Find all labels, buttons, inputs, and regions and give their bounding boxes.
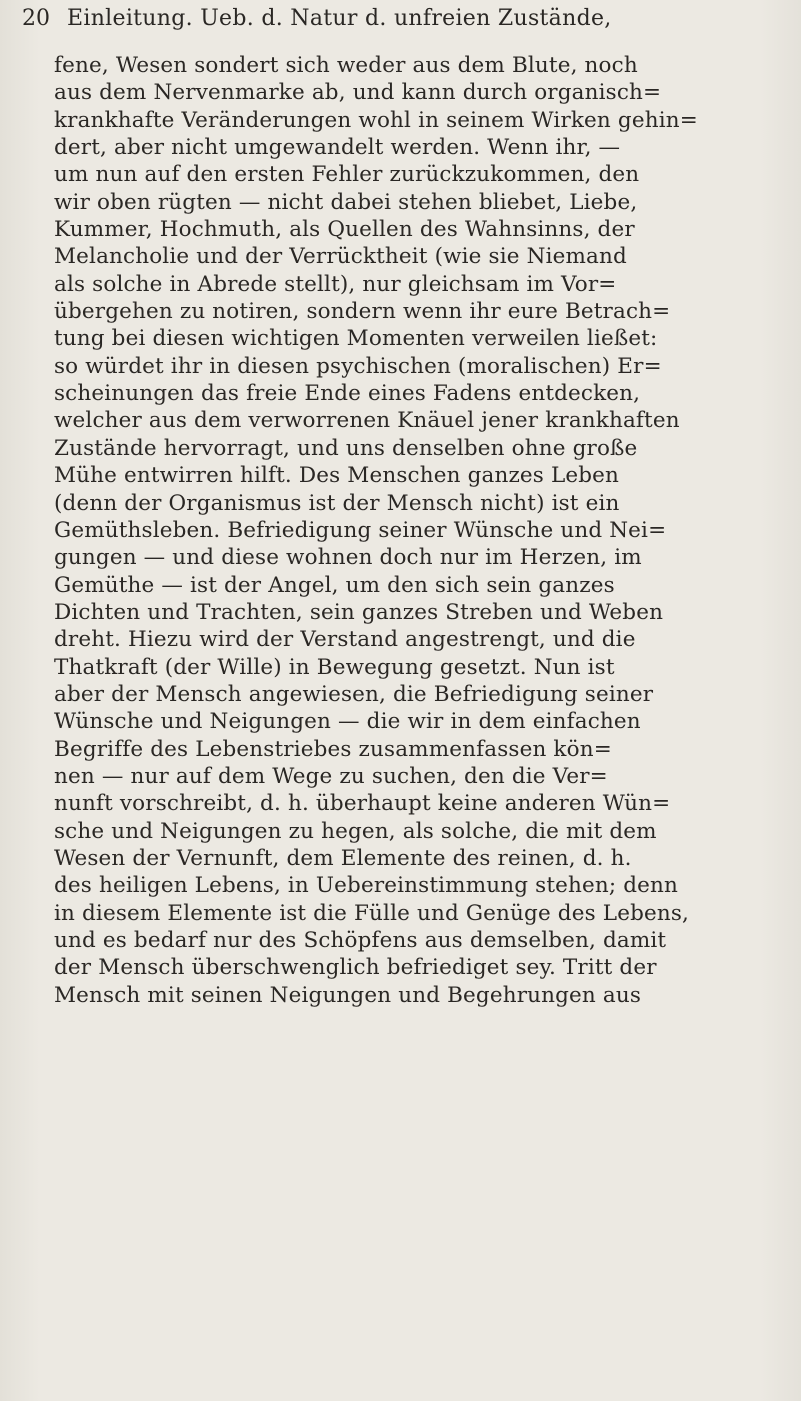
- text-line: in diesem Elemente ist die Fülle und Genüge des Lebens,: [54, 900, 690, 926]
- text-line: Kummer, Hochmuth, als Quellen des Wahnsinns, der: [54, 217, 635, 243]
- text-line: übergehen zu notiren, sondern wenn ihr eure Betrach=: [54, 299, 671, 325]
- text-line: Melancholie und der Verrücktheit (wie sie Niemand: [54, 244, 627, 270]
- text-line: gungen — und diese wohnen doch nur im Herzen, im: [54, 545, 642, 571]
- text-line: Begriffe des Lebenstriebes zusammenfassen kön=: [54, 736, 612, 762]
- text-line: aber der Mensch angewiesen, die Befriedigung seiner: [54, 681, 654, 707]
- text-line: Thatkraft (der Wille) in Bewegung gesetzt. Nun ist: [54, 654, 615, 680]
- text-line: nunft vorschreibt, d. h. überhaupt keine anderen Wün=: [54, 791, 671, 817]
- text-line: und es bedarf nur des Schöpfens aus demselben, damit: [54, 928, 667, 953]
- body-text: [54, 52, 784, 1009]
- running-head: Einleitung. Ueb. d. Natur d. unfreien Zustände,: [67, 6, 612, 31]
- text-line: wir oben rügten — nicht dabei stehen bliebet, Liebe,: [54, 189, 638, 215]
- text-line: des heiligen Lebens, in Uebereinstimmung stehen; denn: [54, 873, 679, 899]
- text-line: tung bei diesen wichtigen Momenten verweilen ließet:: [54, 326, 658, 352]
- text-line: Dichten und Trachten, sein ganzes Streben und Weben: [54, 599, 664, 625]
- text-line: Mühe entwirren hilft. Des Menschen ganzes Leben: [54, 463, 620, 489]
- text-line: der Mensch überschwenglich befriediget sey. Tritt der: [54, 955, 657, 981]
- text-line: als solche in Abrede stellt), nur gleichsam im Vor=: [54, 271, 617, 297]
- text-line: so würdet ihr in diesen psychischen (moralischen) Er=: [54, 353, 662, 379]
- text-line: aus dem Nervenmarke ab, und kann durch organisch=: [54, 80, 662, 106]
- text-line: Mensch mit seinen Neigungen und Begehrungen aus: [54, 982, 642, 1008]
- text-line: Wesen der Vernunft, dem Elemente des reinen, d. h.: [54, 845, 632, 871]
- text-line: dert, aber nicht umgewandelt werden. Wenn ihr, —: [54, 135, 621, 161]
- text-line: um nun auf den ersten Fehler zurückzukommen, den: [54, 162, 640, 188]
- text-line: Zustände hervorragt, und uns denselben ohne große: [54, 435, 638, 461]
- text-line: sche und Neigungen zu hegen, als solche, die mit dem: [54, 818, 657, 844]
- page-number: 20: [22, 6, 50, 31]
- text-line: (denn der Organismus ist der Mensch nicht) ist ein: [54, 490, 620, 516]
- text-line: Gemüthe — ist der Angel, um den sich sein ganzes: [54, 572, 615, 598]
- text-line: scheinungen das freie Ende eines Fadens entdecken,: [54, 381, 641, 407]
- page-header: [22, 2, 792, 38]
- text-line: welcher aus dem verworrenen Knäuel jener krankhaften: [54, 408, 680, 434]
- text-line: Gemüthsleben. Befriedigung seiner Wünsche und Nei=: [54, 517, 667, 543]
- text-line: Wünsche und Neigungen — die wir in dem einfachen: [54, 709, 641, 735]
- text-line: nen — nur auf dem Wege zu suchen, den die Ver=: [54, 763, 608, 789]
- text-line: fene, Wesen sondert sich weder aus dem Blute, noch: [54, 53, 638, 78]
- text-line: krankhafte Veränderungen wohl in seinem Wirken gehin=: [54, 107, 698, 133]
- text-line: dreht. Hiezu wird der Verstand angestrengt, und die: [54, 627, 636, 653]
